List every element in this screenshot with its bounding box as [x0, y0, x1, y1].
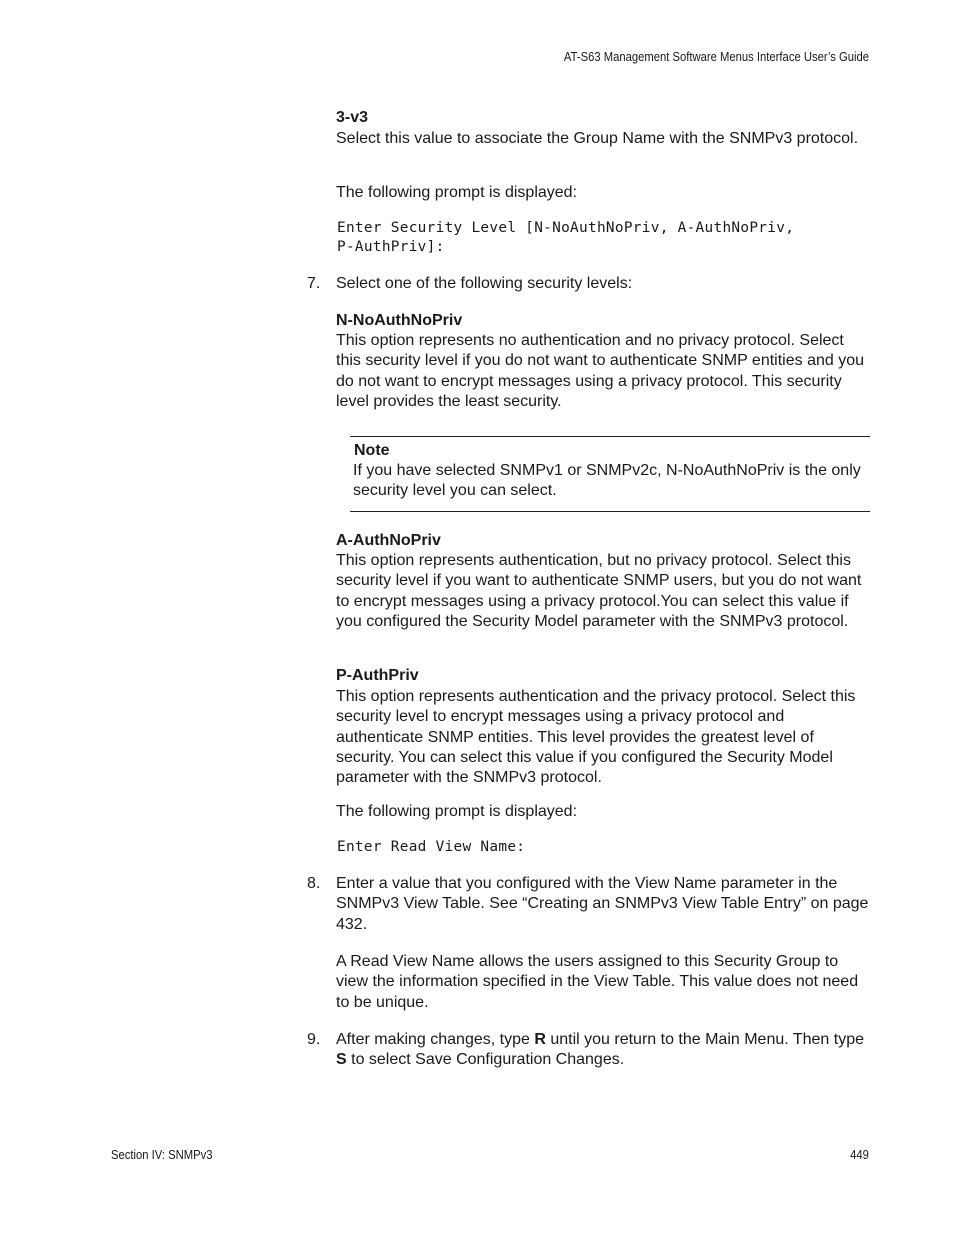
term-n-noauthnopriv: N-NoAuthNoPriv: [336, 312, 463, 329]
read-view-prompt: Enter Read View Name:: [337, 839, 526, 855]
term-n-noauthnopriv-description: This option represents no authentication and no privacy protocol. Select this security level if you do not want to authenticate SNMP entities and you do not want to encrypt messages using a privacy protocol. This security level provides the least security.: [336, 332, 864, 410]
page-number: 449: [850, 1148, 869, 1162]
security-level-prompt-line-2: P-AuthPriv]:: [337, 239, 445, 255]
footer-section: Section IV: SNMPv3: [111, 1148, 213, 1162]
note-box: [350, 436, 870, 512]
note-title: Note: [354, 442, 390, 459]
step-7-number: 7.: [307, 275, 321, 292]
step-9-number: 9.: [307, 1031, 321, 1048]
step-7-text: Select one of the following security levels:: [336, 275, 633, 292]
security-level-prompt-line-1: Enter Security Level [N-NoAuthNoPriv, A-AuthNoPriv,: [337, 220, 795, 236]
prompt-intro-2: The following prompt is displayed:: [336, 803, 578, 820]
step-9-text: [336, 1030, 872, 1071]
step-9-text-a: After making changes, type: [336, 1031, 535, 1048]
term-a-authnopriv: A-AuthNoPriv: [336, 532, 441, 549]
term-3-v3-description: Select this value to associate the Group Name with the SNMPv3 protocol.: [336, 130, 859, 147]
term-p-authpriv-description: This option represents authentication and the privacy protocol. Select this security level to encrypt messages using a privacy protocol and authenticate SNMP entities. This level provides the greatest level of security. You can select this value if you configured the Security Model parameter with the SNMPv3 protocol.: [336, 688, 856, 787]
step-8-number: 8.: [307, 875, 321, 892]
step-8-paragraph-2: A Read View Name allows the users assigned to this Security Group to view the information specified in the View Table. This value does not need to be unique.: [336, 953, 859, 1011]
step-9-text-c: to select Save Configuration Changes.: [346, 1051, 625, 1069]
note-text: If you have selected SNMPv1 or SNMPv2c, N-NoAuthNoPriv is the only security level you can select.: [353, 462, 861, 500]
key-r: R: [534, 1031, 546, 1048]
prompt-intro: The following prompt is displayed:: [336, 184, 578, 201]
step-9-text-b: until you return to the Main Menu. Then type: [545, 1031, 864, 1048]
key-s: S: [336, 1051, 347, 1069]
step-8-text: Enter a value that you configured with the View Name parameter in the SNMPv3 View Table. See “Creating an SNMPv3 View Table Entry” on page 432.: [336, 875, 869, 933]
term-p-authpriv: P-AuthPriv: [336, 667, 419, 684]
term-3-v3: 3-v3: [336, 109, 369, 126]
running-header: AT-S63 Management Software Menus Interface User’s Guide: [563, 50, 869, 64]
term-a-authnopriv-description: This option represents authentication, but no privacy protocol. Select this security level if you want to authenticate SNMP users, but you do not want to encrypt messages using a privacy protocol.You can select this value if you configured the Security Model parameter with the SNMPv3 protocol.: [336, 552, 862, 630]
